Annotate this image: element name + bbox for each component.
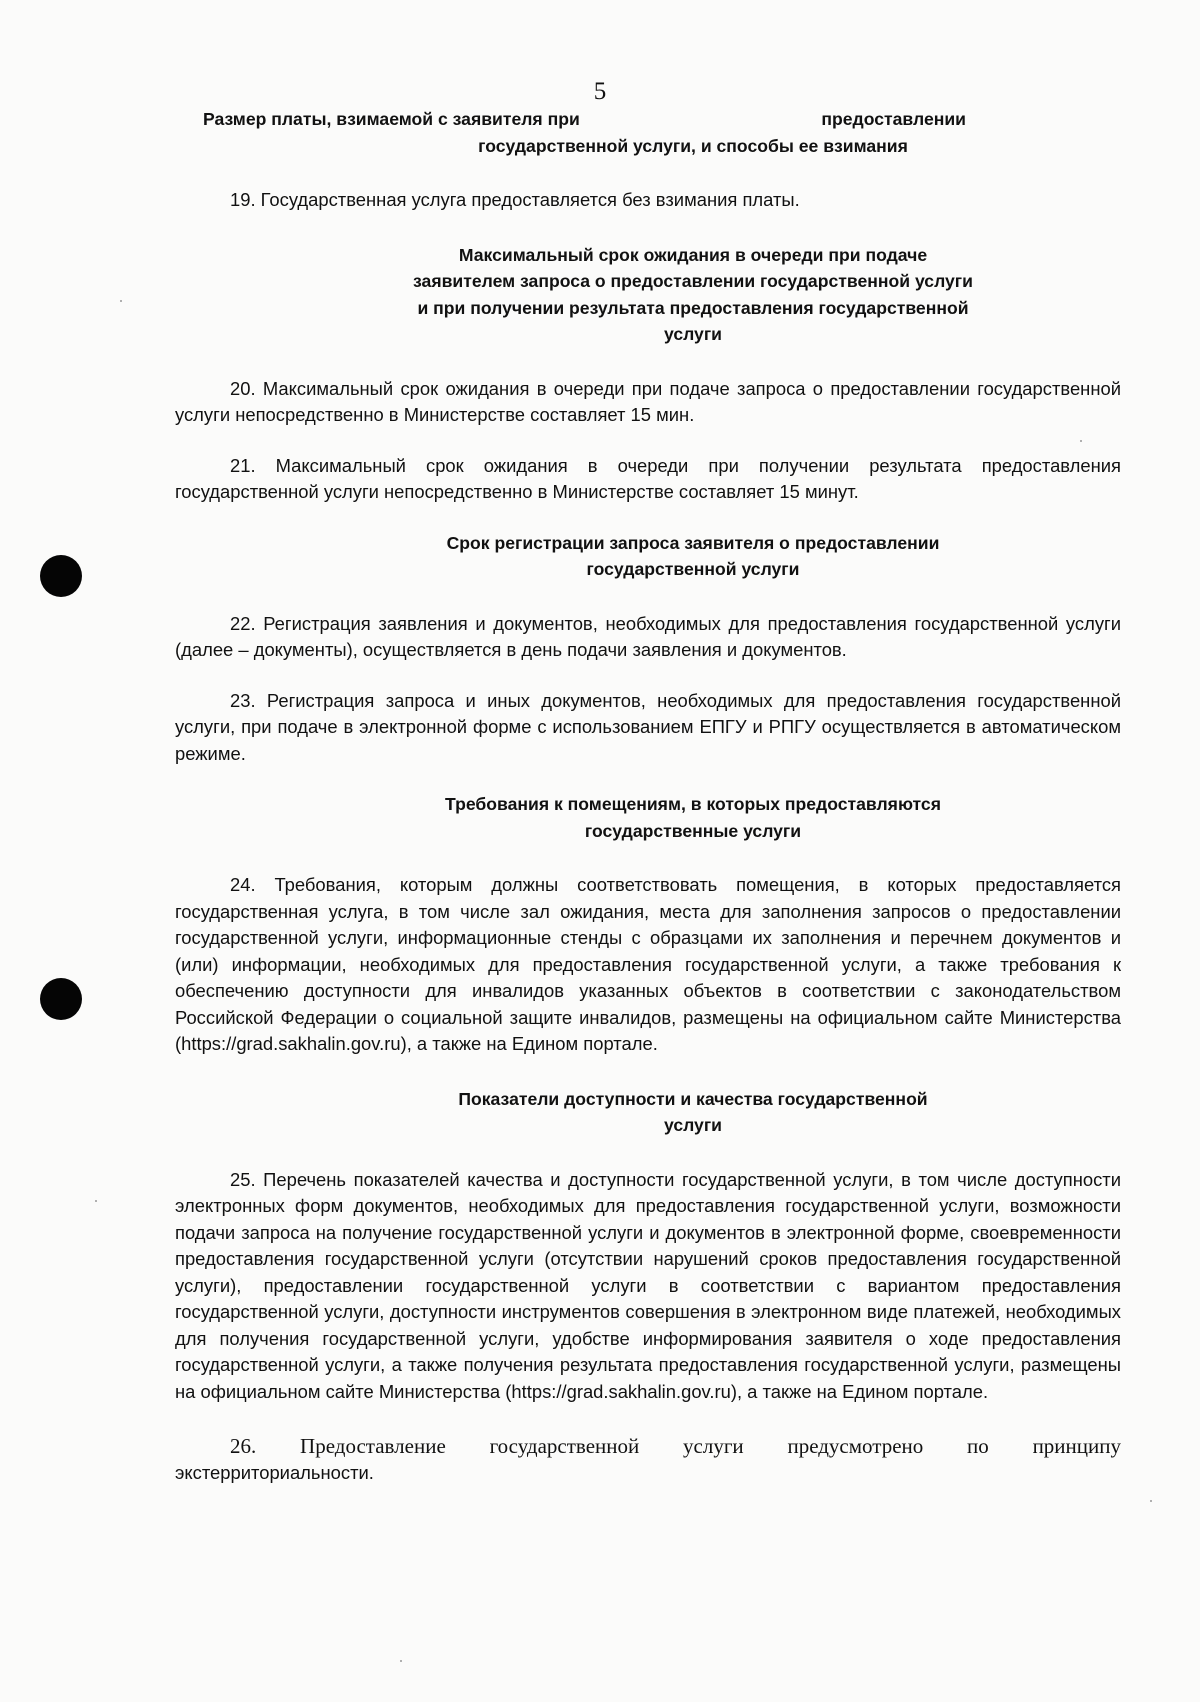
heading-quality (175, 1086, 1121, 1139)
heading-wait-time (175, 242, 1121, 348)
page-number: 5 (593, 78, 607, 105)
document-body (175, 106, 1121, 1487)
paragraph-21: 21. Максимальный срок ожидания в очереди при получении результата предоставления государственной услуги непосредственно в Министерстве составляет 15 минут. (175, 454, 1121, 502)
heading-wait-line1: Максимальный срок ожидания в очереди при подаче (458, 244, 928, 265)
paragraph-20: 20. Максимальный срок ожидания в очереди при подаче запроса о предоставлении государственной услуги непосредственно в Министерстве составляет 15 мин. (175, 377, 1121, 425)
heading-rooms-line2: государственные услуги (584, 820, 802, 841)
scan-speck (95, 1200, 97, 1202)
heading-quality-line1: Показатели доступности и качества государственной (458, 1088, 928, 1109)
punch-hole (40, 555, 82, 597)
heading-quality-line2: услуги (663, 1115, 722, 1135)
heading-fee-line2: государственной услуги, и способы ее взимания (478, 135, 908, 156)
heading-fee (175, 106, 1121, 159)
heading-reg-line1: Срок регистрации запроса заявителя о предоставлении (446, 532, 940, 553)
heading-rooms-line1: Требования к помещениям, в которых предоставляются (445, 794, 941, 814)
heading-wait-line4: услуги (663, 324, 722, 344)
heading-fee-right: предоставлении (821, 109, 966, 129)
paragraph-26-text: Предоставление государственной услуги предусмотрено по принципу (300, 1434, 1121, 1458)
paragraph-26-number: 26. (230, 1434, 257, 1458)
heading-registration (175, 530, 1121, 583)
heading-reg-line2: государственной услуги (586, 559, 800, 579)
paragraph-23: 23. Регистрация запроса и иных документов, необходимых для предоставления государственной услуги, при подаче в электронной форме с использованием ЕПГУ и РПГУ осуществляется в автоматическом режиме. (175, 689, 1121, 764)
paragraph-25: 25. Перечень показателей качества и доступности государственной услуги, в том числе доступности электронных форм документов, необходимых для предоставления государственной услуги, возможности подачи запроса на получение государственной услуги и документов в электронной форме, своевременности предоставления государственной услуги (отсутствии нарушений сроков предоставления государственной услуги), предоставлении государственной услуги в соответствии с вариантом предоставления государственной услуги, доступности инструментов совершения в электронном виде платежей, необходимых для получения государственной услуги, удобстве информирования заявителя о ходе предоставления государственной услуги, а также получения результата предоставления государственной услуги, размещены на официальном сайте Министерства (https://grad.sakhalin.gov.ru), а также на Едином портале. (175, 1168, 1121, 1402)
heading-rooms (175, 791, 1121, 844)
heading-wait-line2: заявителем запроса о предоставлении государственной услуги (413, 271, 973, 291)
scan-speck (120, 300, 122, 302)
heading-fee-left: Размер платы, взимаемой с заявителя при (203, 109, 580, 129)
paragraph-26-tail: экстерриториальности. (175, 1462, 374, 1483)
paragraph-22: 22. Регистрация заявления и документов, необходимых для предоставления государственной услуги (далее – документы), осуществляется в день подачи заявления и документов. (175, 612, 1121, 660)
punch-hole (40, 978, 82, 1020)
paragraph-24: 24. Требования, которым должны соответствовать помещения, в которых предоставляется государственная услуга, в том числе зал ожидания, места для заполнения запросов о предоставлении государственной услуги, информационные стенды с образцами их заполнения и перечнем документов и (или) информации, необходимых для предоставления государственной услуги, а также требования к обеспечению доступности для инвалидов указанных объектов в соответствии с законодательством Российской Федерации о социальной защите инвалидов, размещены на официальном сайте Министерства (https://grad.sakhalin.gov.ru), а также на Едином портале. (175, 874, 1121, 1054)
scan-speck (400, 1660, 402, 1662)
scan-speck (1150, 1500, 1152, 1502)
heading-wait-line3: и при получении результата предоставления государственной (417, 297, 969, 318)
paragraph-19: 19. Государственная услуга предоставляется без взимания платы. (230, 189, 800, 210)
paragraph-26 (175, 1433, 1121, 1460)
